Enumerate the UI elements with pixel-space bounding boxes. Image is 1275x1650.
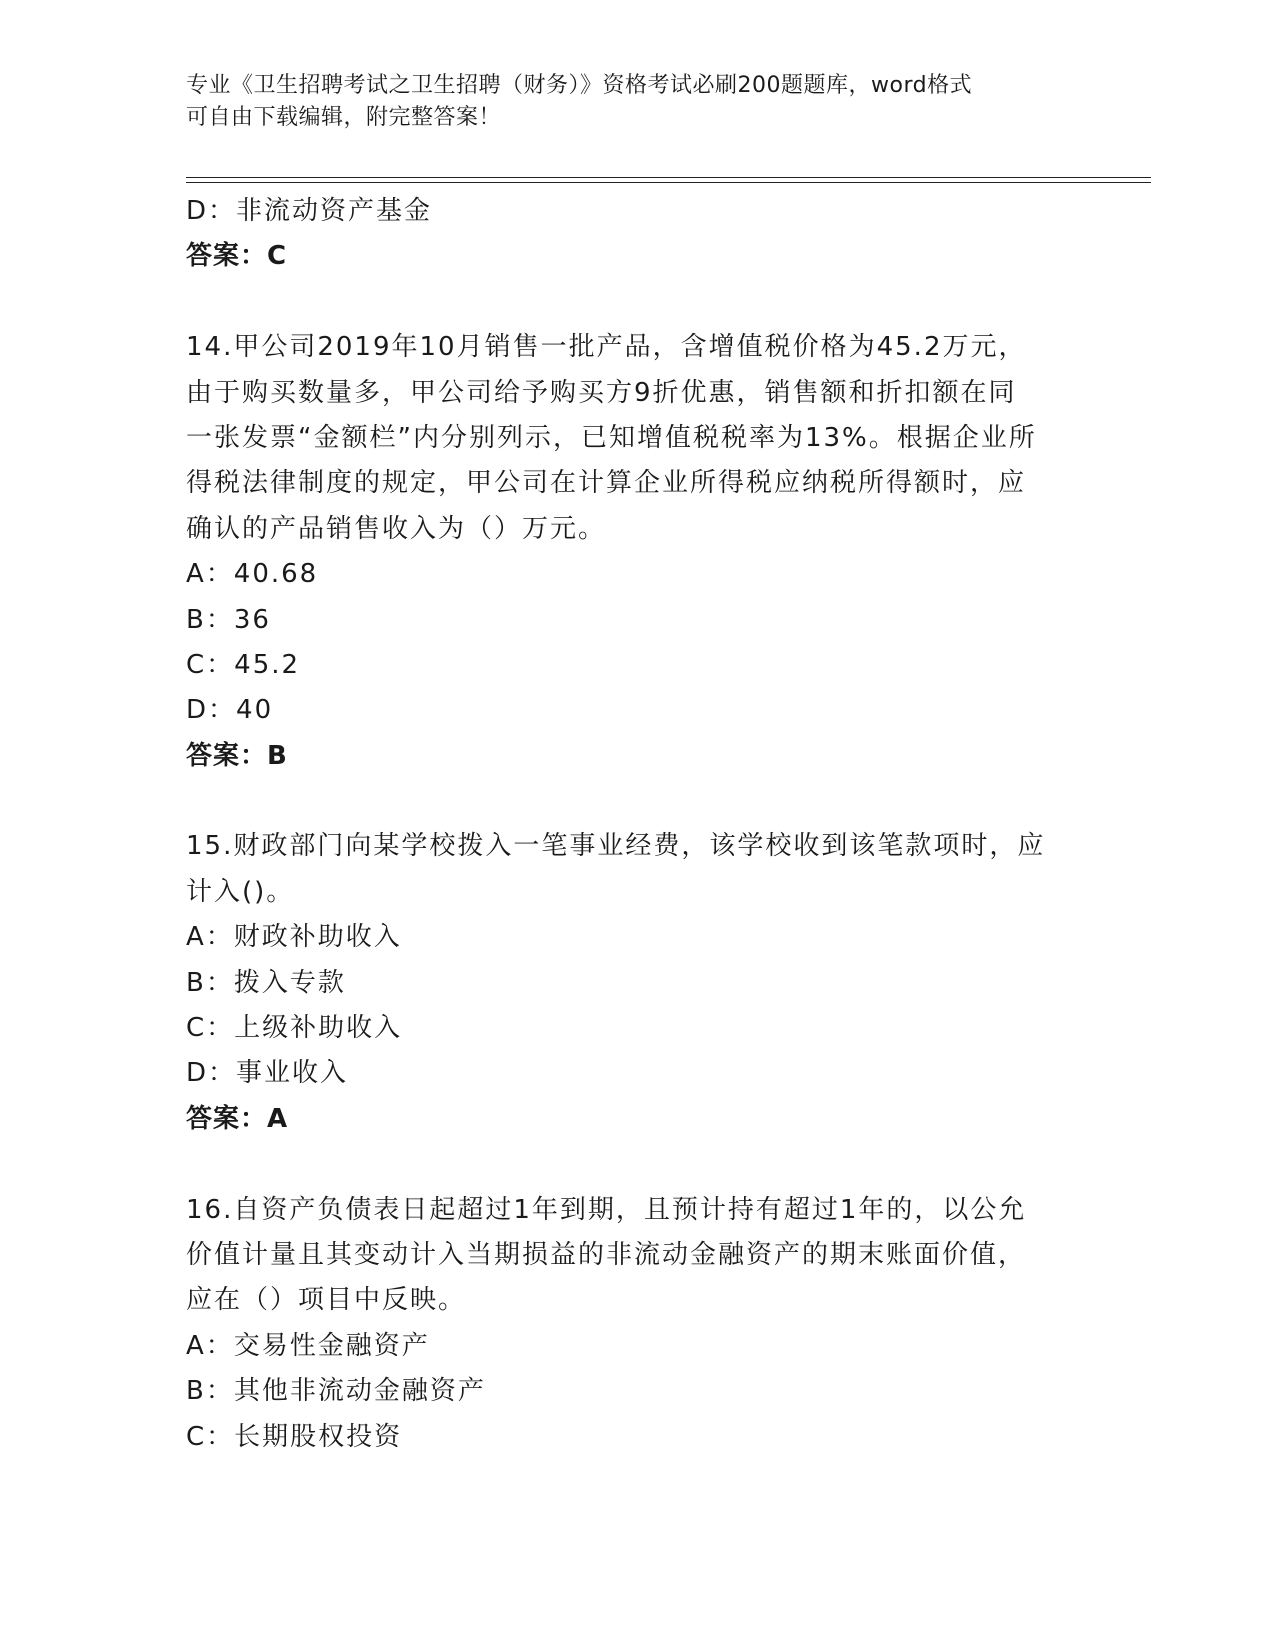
option-c: C：45.2: [186, 649, 301, 680]
document-body: [186, 189, 1086, 1460]
answer-line: 答案：C: [186, 241, 288, 272]
option-d: D：非流动资产基金: [186, 196, 433, 226]
question-text-line: 由于购买数量多，甲公司给予购买方9折优惠，销售额和折扣额在同: [186, 377, 1017, 408]
header-title-line-2: 可自由下载编辑，附完整答案！: [186, 105, 502, 130]
question-text-line: 计入()。: [186, 876, 295, 907]
answer-line: 答案：A: [186, 1103, 289, 1134]
question-15: [186, 824, 1086, 1142]
header-title-line-1: 专业《卫生招聘考试之卫生招聘（财务）》资格考试必刷200题题库，word格式: [186, 73, 973, 98]
question-text-line: 应在（）项目中反映。: [186, 1285, 467, 1316]
option-b: B：拨入专款: [186, 967, 346, 998]
header-divider-bottom: [186, 182, 1151, 183]
page-header: [186, 70, 1086, 134]
question-text-line: 得税法律制度的规定，甲公司在计算企业所得税应纳税所得额时，应: [186, 468, 1027, 499]
header-divider-top: [186, 177, 1151, 178]
question-text-line: 价值计量且其变动计入当期损益的非流动金融资产的期末账面价值，: [186, 1239, 1027, 1270]
option-a: A：40.68: [186, 559, 319, 590]
question-text-line: 一张发票“金额栏”内分别列示，已知增值税税率为13%。根据企业所: [186, 422, 1037, 453]
option-c: C：长期股权投资: [186, 1421, 403, 1452]
question-text-line: 16.自资产负债表日起超过1年到期，且预计持有超过1年的，以公允: [186, 1194, 1027, 1225]
option-d: D：事业收入: [186, 1058, 349, 1089]
option-a: A：财政补助收入: [186, 922, 402, 953]
answer-line: 答案：B: [186, 740, 288, 771]
option-b: B：36: [186, 604, 271, 635]
question-text-line: 14.甲公司2019年10月销售一批产品，含增值税价格为45.2万元，: [186, 332, 1027, 363]
question-text-line: 15.财政部门向某学校拨入一笔事业经费，该学校收到该笔款项时，应: [186, 831, 1046, 862]
option-c: C：上级补助收入: [186, 1013, 403, 1044]
question-16: [186, 1188, 1086, 1460]
question-14: [186, 325, 1086, 779]
option-d: D：40: [186, 695, 274, 726]
option-a: A：交易性金融资产: [186, 1330, 430, 1361]
carryover-question: [186, 189, 1086, 280]
question-text-line: 确认的产品销售收入为（）万元。: [186, 513, 607, 544]
option-b: B：其他非流动金融资产: [186, 1376, 486, 1407]
